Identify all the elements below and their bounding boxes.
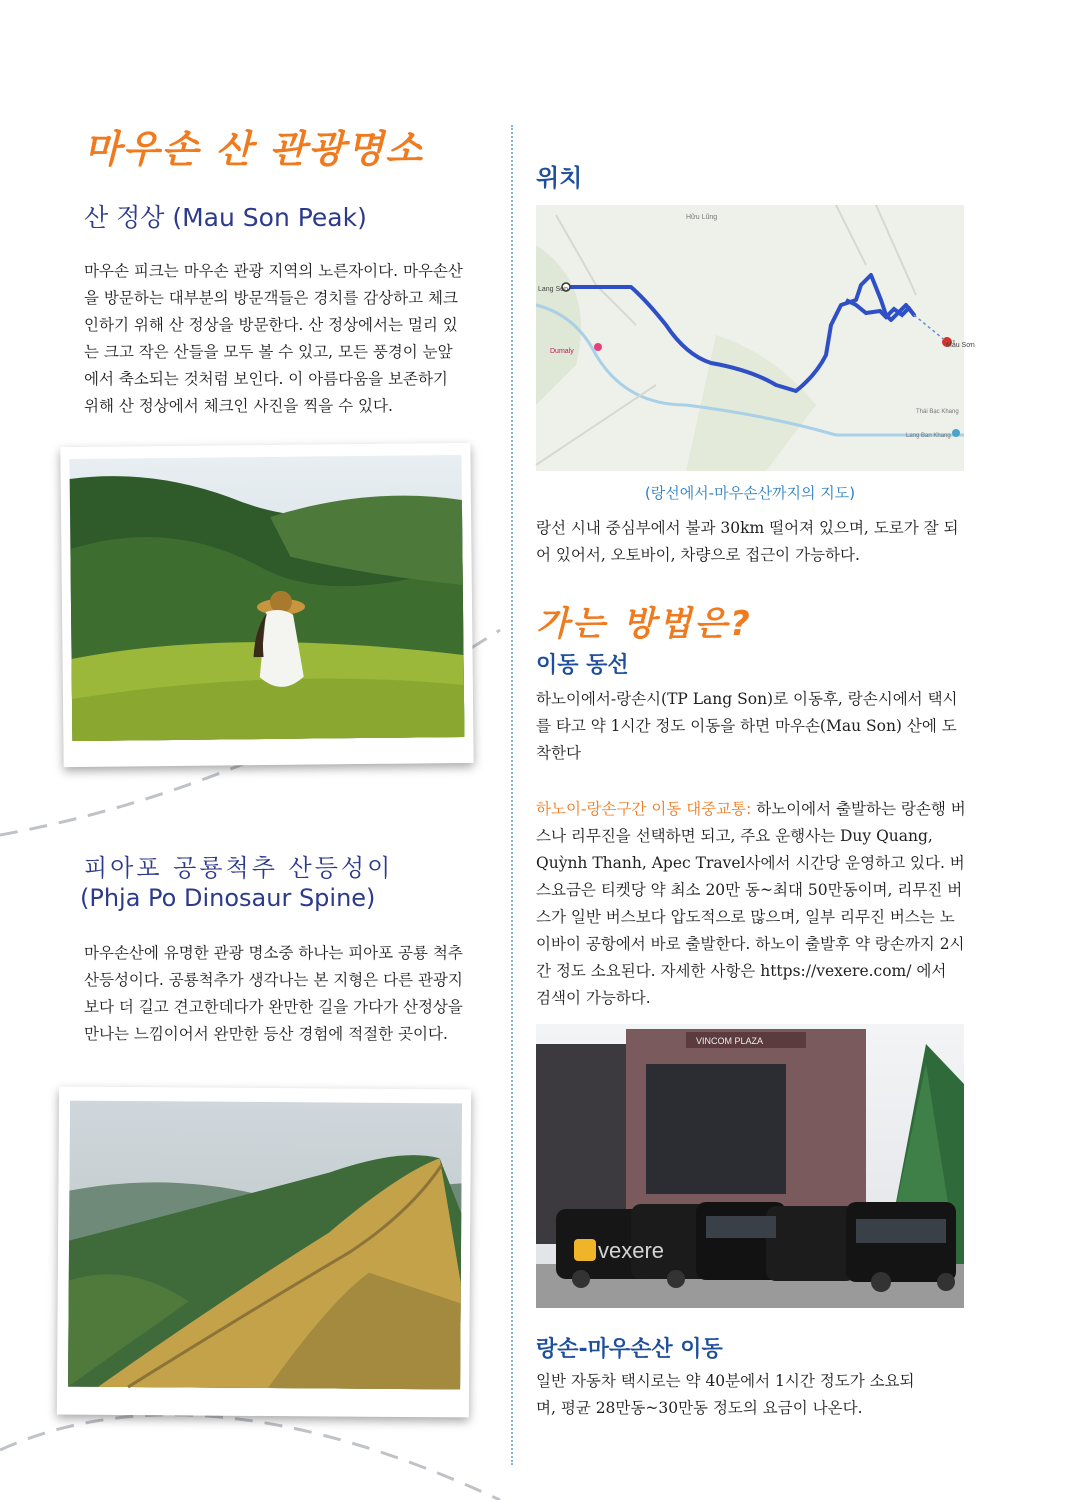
column-divider <box>511 125 513 1465</box>
mall-sign: VINCOM PLAZA <box>696 1036 764 1046</box>
peak-photo <box>69 455 464 741</box>
langson-body: 일반 자동차 택시로는 약 40분에서 1시간 정도가 소요되며, 평균 28만동~30만동 정도의 요금이 나온다. <box>536 1372 915 1417</box>
transit-label: 하노이-랑손구간 이동 대중교통: <box>536 800 752 818</box>
map-label-mau-son: Mẫu Sơn <box>946 342 975 349</box>
transit-body: 하노이에서 출발하는 랑손행 버스나 리무진을 선택하면 되고, 주요 운행사는 Duy Quang, Quỳnh Thanh, Apec Travel사에서 시간당 운영하고 있다. 버스요금은 티켓당 약 최소 20만 동~최대 50만동이며, 리무진 버스가 일반 버스보다 압도적으로 많으며, 일부 리무진 버스는 노이바이 공항에서 바로 출발한다. 하노이 출발후 약 랑손까지 2시간 정도 소요된다. 자세한 사항은 https://vexere.com/ 에서 검색이 가능하다. <box>536 800 966 1007</box>
map-caption: (랑선에서-마우손산까지의 지도) <box>644 484 856 502</box>
dino-title-line2: (Phja Po Dinosaur Spine) <box>80 884 376 912</box>
map-label-thai-bac: Thái Bạc Khang <box>916 409 959 415</box>
location-title: 위치 <box>536 164 583 192</box>
dino-body: 마우손산에 유명한 관광 명소중 하나는 피아포 공룡 척추 산등성이다. 공룡척추가 생각나는 본 지형은 다른 관광지보다 더 길고 견고한데다가 완만한 길을 가다가 산정상을 만나는 느낌이어서 완만한 등산 경험에 적절한 곳이다. <box>84 944 463 1043</box>
route-title: 이동 동선 <box>536 653 629 678</box>
map-label-lang-son: Lang Son <box>538 286 568 293</box>
peak-title: 산 정상 (Mau Son Peak) <box>84 203 367 232</box>
map-label-dumaly: Dumaly <box>550 348 574 355</box>
langson-title: 랑손-마우손산 이동 <box>536 1337 723 1362</box>
peak-body: 마우손 피크는 마우손 관광 지역의 노른자이다. 마우손산을 방문하는 대부분의 방문객들은 경치를 감상하고 체크인하기 위해 산 정상을 방문한다. 산 정상에서는 멀리 있는 크고 작은 산들을 모두 볼 수 있고, 모든 풍경이 눈앞에서 축소되는 것처럼 보인다. 이 아름다움을 보존하기 위해 산 정상에서 체크인 사진을 찍을 수 있다. <box>84 262 463 415</box>
route-body: 하노이에서-랑손시(TP Lang Son)로 이동후, 랑손시에서 택시를 타고 약 1시간 정도 이동을 하면 마우손(Mau Son) 산에 도착한다 <box>536 690 958 762</box>
map-label-huu-lung: Hữu Lũng <box>686 214 718 221</box>
howto-title: 가는 방법은? <box>536 604 753 644</box>
dino-title-line1: 피아포 공룡척추 산등성이 <box>84 854 394 882</box>
dino-photo <box>68 1101 462 1390</box>
route-map <box>536 205 975 471</box>
peak-photo-frame <box>60 443 473 767</box>
section-title: 마우손 산 관광명소 <box>84 127 425 171</box>
map-label-lang-ban: Lang Ban Khang <box>906 433 951 439</box>
transit-paragraph <box>536 796 966 1012</box>
bus-brand: vexere <box>598 1238 665 1263</box>
dino-photo-frame <box>57 1087 471 1418</box>
location-body: 랑선 시내 중심부에서 불과 30km 떨어져 있으며, 도로가 잘 되어 있어서, 오토바이, 차량으로 접근이 가능하다. <box>536 519 959 564</box>
bus-photo <box>536 1024 964 1308</box>
